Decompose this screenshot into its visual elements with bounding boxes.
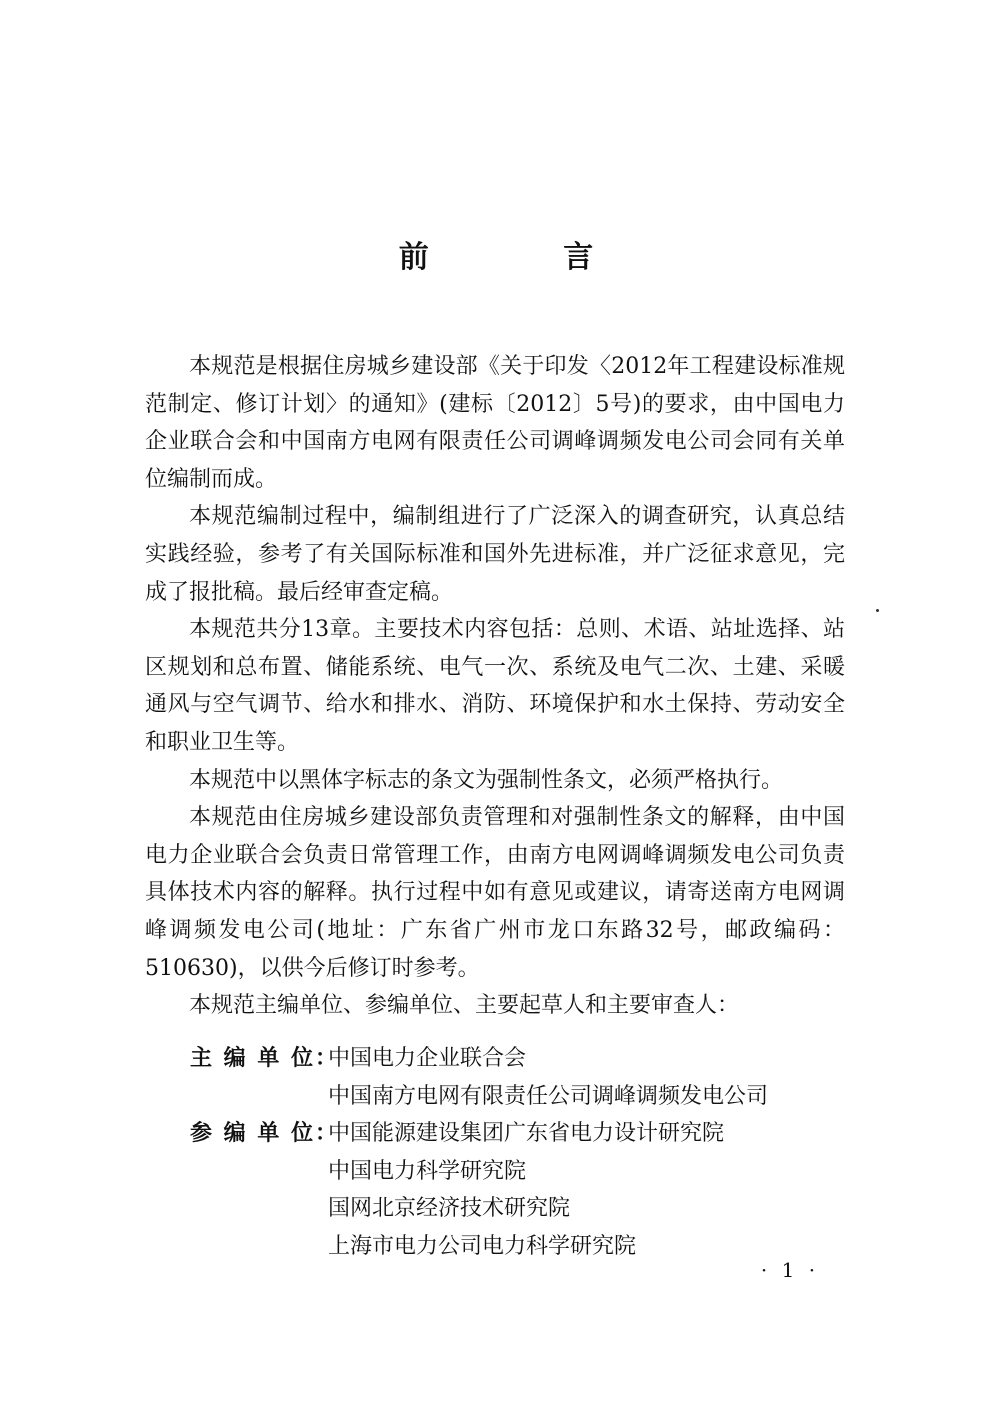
org-name: 国网北京经济技术研究院	[328, 1196, 571, 1222]
page-number: · 1 ·	[760, 1258, 820, 1282]
org-label-chief-editor: 主 编 单 位：	[190, 1046, 339, 1071]
org-name: 中国南方电网有限责任公司调峰调频发电公司	[328, 1083, 769, 1109]
paragraph-management: 本规范由住房城乡建设部负责管理和对强制性条文的解释，由中国电力企业联合会负责日常管理工作，由南方电网调峰调频发电公司负责具体技术内容的解释。执行过程中如有意见或建议，请寄送南方电网调峰调频发电公司(地址：广东省广州市龙口东路32号，邮政编码：510630)，以供今后修订时参考。	[145, 805, 845, 981]
paragraph-process: 本规范编制过程中，编制组进行了广泛深入的调查研究，认真总结实践经验，参考了有关国际标准和国外先进标准，并广泛征求意见，完成了报批稿。最后经审查定稿。	[145, 504, 845, 605]
paragraph-mandatory: 本规范中以黑体字标志的条文为强制性条文，必须严格执行。	[189, 767, 784, 793]
org-name: 中国电力企业联合会	[328, 1046, 527, 1071]
org-name: 上海市电力公司电力科学研究院	[328, 1233, 637, 1259]
paragraph-contents: 本规范共分13章。主要技术内容包括：总则、术语、站址选择、站区规划和总布置、储能系统、电气一次、系统及电气二次、土建、采暖通风与空气调节、给水和排水、消防、环境保护和水土保持、劳动安全和职业卫生等。	[145, 617, 845, 755]
org-label-participant: 参 编 单 位：	[190, 1121, 339, 1147]
org-name: 中国电力科学研究院	[328, 1158, 527, 1184]
org-row-participant-3	[190, 1190, 890, 1228]
scan-speck	[876, 609, 879, 612]
org-label-empty	[190, 1190, 328, 1228]
preface-body	[145, 348, 845, 1025]
organization-list	[190, 1040, 890, 1266]
org-row-chief-editor-1	[190, 1040, 890, 1078]
org-label-empty	[190, 1228, 328, 1266]
org-label-empty	[190, 1153, 328, 1191]
paragraph-units-intro: 本规范主编单位、参编单位、主要起草人和主要审查人：	[189, 993, 740, 1019]
paragraph-basis: 本规范是根据住房城乡建设部《关于印发〈2012年工程建设标准规范制定、修订计划〉的通知》(建标〔2012〕5号)的要求，由中国电力企业联合会和中国南方电网有限责任公司调峰调频发电公司会同有关单位编制而成。	[145, 354, 845, 492]
org-row-participant-1	[190, 1115, 890, 1153]
org-name: 中国能源建设集团广东省电力设计研究院	[328, 1121, 725, 1147]
org-row-chief-editor-2	[190, 1078, 890, 1116]
org-row-participant-2	[190, 1153, 890, 1191]
page-title: 前 言	[398, 240, 656, 275]
org-label-empty	[190, 1078, 328, 1116]
